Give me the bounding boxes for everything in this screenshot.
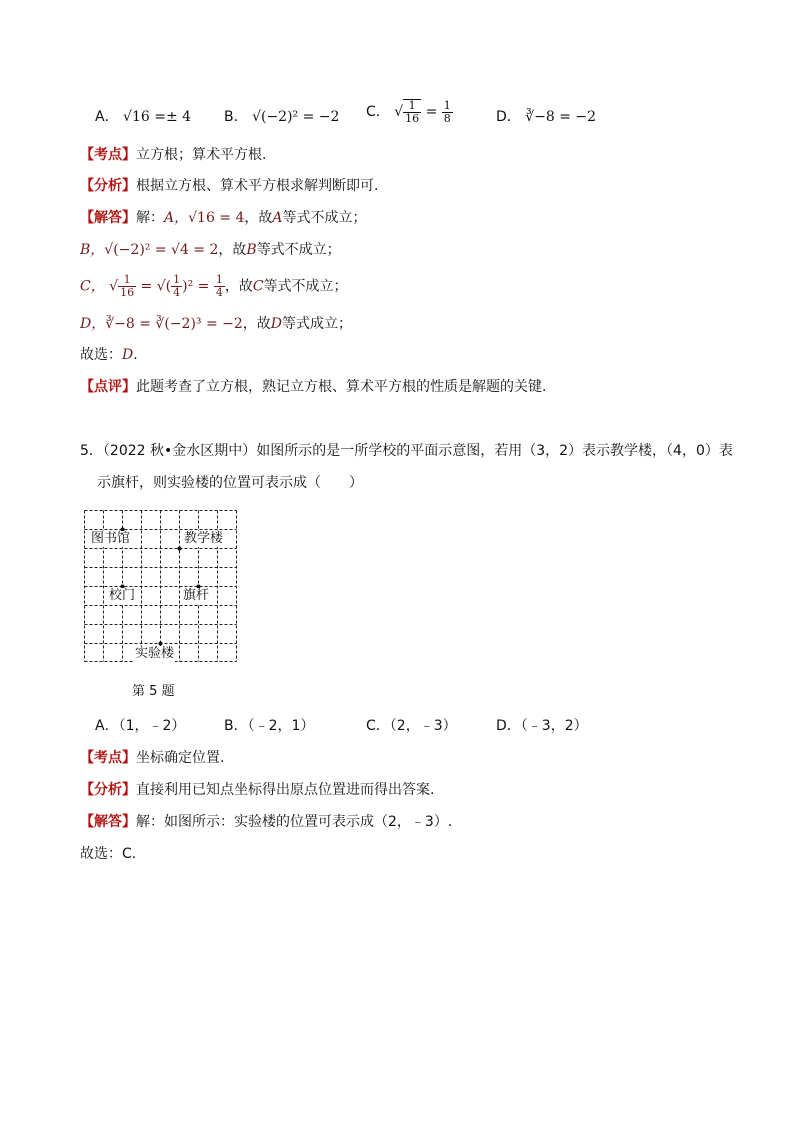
q5-choose: 故选：C. bbox=[80, 846, 137, 862]
jieda-tag: 【解答】 bbox=[80, 814, 136, 830]
figure-caption: 第 5 题 bbox=[132, 684, 175, 699]
jieda-text: 解：如图所示：实验楼的位置可表示成（2，﹣3）. bbox=[136, 814, 453, 830]
math-b: √(−2)² = √4 = 2 bbox=[104, 242, 219, 258]
fenxi-tag: 【分析】 bbox=[80, 178, 136, 194]
text-a: ，故 bbox=[244, 210, 273, 226]
kaodian-tag: 【考点】 bbox=[80, 147, 136, 163]
q5-option-d bbox=[496, 716, 588, 736]
equals-sign: = √( bbox=[140, 278, 172, 295]
end-c: 等式不成立； bbox=[263, 278, 348, 295]
var-b: B， bbox=[80, 242, 105, 258]
q4-line-d bbox=[80, 314, 352, 334]
fraction-left: $\frac{1}{16}$ bbox=[405, 99, 420, 125]
teaching-point bbox=[178, 547, 182, 551]
kaodian-text: 立方根；算术平方根. bbox=[136, 147, 267, 163]
option-expression: √(−2)² = −2 bbox=[252, 109, 340, 125]
var-d2: D bbox=[270, 316, 283, 332]
option-value: （2，﹣3） bbox=[389, 718, 457, 734]
fraction-right: $\frac{1}{8}$ bbox=[443, 98, 451, 125]
q4-option-d bbox=[496, 107, 596, 127]
var-c: C， bbox=[80, 278, 105, 295]
kaodian-text: 坐标确定位置. bbox=[136, 750, 225, 766]
option-letter: D． bbox=[496, 109, 521, 125]
dianping-tag: 【点评】 bbox=[80, 379, 136, 395]
q4-dianping bbox=[80, 377, 546, 397]
square-eq: )² = bbox=[182, 278, 210, 295]
option-letter: C． bbox=[366, 718, 390, 734]
option-value: （1，﹣2） bbox=[118, 718, 186, 734]
var-c2: C bbox=[252, 278, 264, 295]
math-a: √16 = 4 bbox=[188, 210, 245, 226]
teaching-label: 教学楼 bbox=[184, 531, 224, 546]
q4-option-a bbox=[95, 107, 191, 127]
option-letter: A． bbox=[95, 718, 119, 734]
text-d: ，故 bbox=[242, 316, 271, 332]
q5-jieda bbox=[80, 812, 452, 832]
option-letter: D． bbox=[496, 718, 521, 734]
option-letter: B． bbox=[224, 109, 248, 125]
option-letter: C． bbox=[366, 104, 390, 120]
fenxi-tag: 【分析】 bbox=[80, 782, 136, 798]
c-frac-1: $\frac{1}{16}$ bbox=[120, 273, 135, 299]
var-a2: A bbox=[272, 210, 283, 226]
jieda-intro: 解： bbox=[136, 210, 164, 226]
q4-option-b bbox=[224, 107, 339, 127]
gate-label: 校门 bbox=[109, 588, 136, 603]
var-a: A， bbox=[164, 210, 189, 226]
flag-label: 旗杆 bbox=[183, 588, 210, 603]
lab-point bbox=[159, 642, 163, 646]
school-map bbox=[84, 510, 237, 662]
choose-answer: D bbox=[122, 347, 134, 363]
math-d: ∛−8 = ∛(−2)³ = −2 bbox=[105, 316, 243, 332]
fenxi-text: 直接利用已知点坐标得出原点位置进而得出答案. bbox=[136, 782, 435, 798]
text-b: ，故 bbox=[218, 242, 247, 258]
option-letter: A． bbox=[95, 109, 119, 125]
c-frac-2: $\frac{1}{4}$ bbox=[173, 273, 181, 299]
q5-option-b bbox=[224, 716, 314, 736]
q5-option-a bbox=[95, 716, 185, 736]
sqrt-sign: √ bbox=[109, 278, 119, 295]
option-letter: B． bbox=[224, 718, 248, 734]
choose-label: 故选： bbox=[80, 347, 122, 363]
jieda-tag: 【解答】 bbox=[80, 210, 136, 226]
library-label: 图书馆 bbox=[91, 531, 131, 546]
q4-line-c bbox=[80, 274, 348, 299]
q5-option-c bbox=[366, 716, 457, 736]
end-b: 等式不成立； bbox=[256, 242, 341, 258]
fenxi-text: 根据立方根、算术平方根求解判断即可. bbox=[136, 178, 379, 194]
lab-label: 实验楼 bbox=[135, 646, 175, 661]
option-value: （﹣2，1） bbox=[247, 718, 315, 734]
var-d: D， bbox=[80, 316, 106, 332]
q4-fenxi bbox=[80, 176, 378, 196]
c-frac-3: $\frac{1}{4}$ bbox=[215, 273, 223, 299]
q4-choose: 故选：D. bbox=[80, 347, 138, 363]
q4-jieda bbox=[80, 208, 367, 228]
var-b2: B bbox=[246, 242, 257, 258]
q5-stem-line2: 示旗杆，则实验楼的位置可表示成（ ） bbox=[97, 475, 363, 491]
option-value: （﹣3，2） bbox=[520, 718, 588, 734]
end-d: 等式成立； bbox=[282, 316, 353, 332]
end-a: 等式不成立； bbox=[282, 210, 367, 226]
text-c: ，故 bbox=[224, 278, 253, 295]
q4-kaodian bbox=[80, 145, 266, 165]
q5-stem-line1: 5．（2022 秋•金水区期中）如图所示的是一所学校的平面示意图，若用（3，2）表示教学楼，（4，0）表 bbox=[80, 443, 733, 459]
q4-option-c: C． √ $\frac{1}{16}$ = $\frac{1}{8}$ bbox=[366, 98, 451, 125]
option-expression: ∛−8 = −2 bbox=[525, 109, 597, 125]
q4-line-b bbox=[80, 240, 341, 260]
q5-fenxi bbox=[80, 780, 434, 800]
dianping-text: 此题考查了立方根，熟记立方根、算术平方根的性质是解题的关键. bbox=[136, 379, 547, 395]
option-expression: √16 =± 4 bbox=[123, 109, 192, 125]
kaodian-tag: 【考点】 bbox=[80, 750, 136, 766]
q5-kaodian bbox=[80, 748, 224, 768]
